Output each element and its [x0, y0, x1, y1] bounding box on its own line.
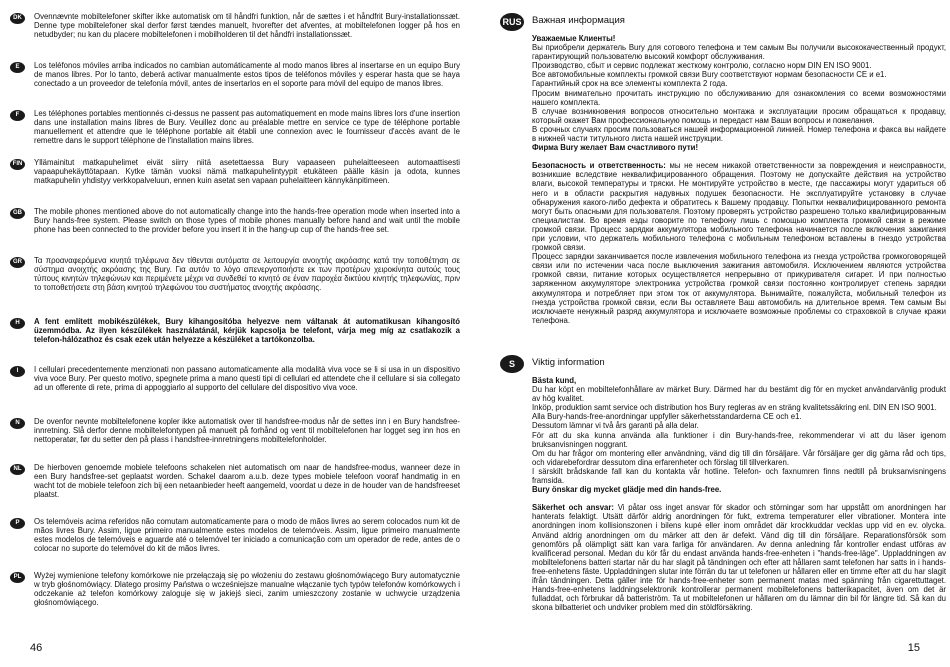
- language-badge: FIN: [10, 159, 25, 170]
- language-badge: E: [10, 62, 25, 73]
- language-badge: I: [10, 366, 25, 377]
- paragraph: Alla Bury-hands-free-anordningar uppfyller säkerhetsstandarderna CE och e1.: [532, 412, 802, 422]
- paragraph: В случае возникновения вопросов относительно монтажа и эксплуатации просим обращаться к продавцу, который окажет Вам профессиональную помощь и передаст нам Ваши вопросы и пожелания.: [532, 106, 946, 125]
- paragraph: Просим внимательно прочитать инструкцию по обслуживанию для ознакомления со всеми возможностями нашего комплекта.: [532, 88, 946, 107]
- greeting: Bästa kund,: [532, 376, 577, 385]
- paragraph: Om du har frågor om montering eller användning, vänd dig till din försäljare. Vår försäljare ger dig gärna råd och tips, och vidarebefordrar dessutom dina erfarenheter och förslag till tillverkaren.: [532, 448, 946, 467]
- paragraph: Все автомобильные комплекты громкой связи Bury соответствуют нормам безопасности CE и e1.: [532, 70, 887, 80]
- paragraph: För att du ska kunna använda alla funktioner i din Bury-hands-free, rekommenderar vi att du läser igenom bruksanvisningen noggrant.: [532, 430, 946, 449]
- language-badge: P: [10, 518, 25, 529]
- entry-text: Los teléfonos móviles arriba indicados no cambian automáticamente al modo manos libres al insertarse en un equipo Bury de manos libres. Por lo tanto, deberá activar manualmente estos tipos de teléfonos móviles y esperar hasta que se haya conectado a un proveedor de telefonía móvil, antes de insertarlos en el soporte para móvil del equipo de manos libres.: [34, 61, 460, 89]
- closing: Bury önskar dig mycket glädje med din hands-free.: [532, 485, 722, 495]
- paragraph: Вы приобрели держатель Bury для сотового телефона и тем самым Вы получили высококачественный продукт, гарантирующий пользователю высокий комфорт обслуживания.: [532, 43, 946, 62]
- closing: Фирма Bury желает Вам счастливого пути!: [532, 143, 699, 153]
- section-title: Viktig information: [532, 357, 605, 368]
- entry-text: De hierboven genoemde mobiele telefoons schakelen niet automatisch om naar de handsfree-modus, wanneer deze in een Bury handsfree-set geplaatst worden. Schakel daarom a.u.b. deze types mobiele telefoon vooraf handmatig in en wacht tot de mobiele telefoon zich bij een netaanbieder heeft aangemeld, voordat u deze in de houder van de handsfreeset plaatst.: [34, 463, 460, 500]
- page-number-right: 15: [907, 642, 920, 654]
- language-badge: DK: [10, 13, 25, 24]
- entry-text: Τα προαναφερόμενα κινητά τηλέφωνα δεν τίθενται αυτόματα σε λειτουργία ανοιχτής ακρόασης κατά την τοποθέτηση σε σύστημα ανοιχτής ακρόασης της Bury. Για αυτόν το λόγο απενεργοποιήστε εκ των προτέρων χειροκίνητα αυτούς τους τύπους κινητών τηλεφώνων και περιμένετε μέχρι να συνδεθεί το κινητό σε έναν παροχέα δικτύου κινητής τηλεφωνίας, πριν το τοποθετήσετε στη βάση κινητού τηλεφώνου του συστήματος ανοιχτής ακρόασης.: [34, 256, 460, 293]
- entry-text: De ovenfor nevnte mobiltelefonene kopler ikke automatisk over til handsfree-modus når de settes inn i en Bury handsfree-innretning. Slå derfor denne mobiltelefontypen på manuelt på forhånd og vent til mobiltelefonen har logget seg inn hos en nettoperatør, før du setter den på plass i handsfree-innretningens mobiltelefonholder.: [34, 417, 460, 445]
- greeting: Уважаемые Клиенты!: [532, 34, 616, 43]
- paragraph: I särskilt brådskande fall kan du kontakta vår hotline. Telefon- och faxnumren finns nedtill på bruksanvisningens framsida.: [532, 466, 946, 486]
- section-body: [532, 376, 946, 612]
- entry-text: Wyżej wymienione telefony komórkowe nie przełączają się po włożeniu do zestawu głośnomówiącego Bury automatycznie w tryb głośnomówiący. Dlatego prosimy Państwa o wcześniejsze manualne włączanie tych typów telefonów komórkowych i odczekanie aż telefon komórkowy zaloguje się w jakiejś sieci, zanim umieszczony zostanie w uchwycie urządzenia głośnomówiącego.: [34, 571, 460, 608]
- paragraph: Inköp, produktion samt service och distribution hos Bury regleras av en sträng kvalitetssäkring enl. DIN EN ISO 9001.: [532, 403, 937, 413]
- entry-text: Os telemóveis acima referidos não comutam automaticamente para o modo de mãos livres ao serem colocados num kit de mãos livres Bury. Assim, ligue primeiro manualmente estes modelos de telemóveis. Assim, ligue primeiro manualmente estes modelos de telemóveis e aguarde até o telemóvel ter iniciado a comunicação com um operador de rede, antes de o colocar no suporte do telemóvel do kit de mãos livres.: [34, 517, 460, 554]
- language-badge: PL: [10, 572, 25, 583]
- entry-text: I cellulari precedentemente menzionati non passano automaticamente alla modalità viva voce se li si usa in un dispositivo viva voce Bury. Per questo motivo, spegnete prima a mano questi tipi di cellulari ed attendete che il cellulare si sia collegato ad un offerente di rete, prima di appoggiarlo al supporto del cellulare del dispositivo viva voce.: [34, 365, 460, 393]
- language-badge: N: [10, 418, 25, 429]
- paragraph: Производство, сбыт и сервис подлежат жесткому контролю, согласно норм DIN EN ISO 9001.: [532, 61, 872, 71]
- paragraph: Dessutom lämnar vi två års garanti på alla delar.: [532, 421, 699, 431]
- language-badge: RUS: [500, 13, 524, 31]
- safety-paragraph: [532, 161, 946, 252]
- language-badge: NL: [10, 464, 25, 475]
- language-badge: GB: [10, 208, 25, 219]
- safety-text: мы не несем никакой ответственности за повреждения и неисправности, возникшие вследствие неквалифицированного обращения. Поэтому не допускайте действия на устройство влаги, высокой температуры и тряски. Не монтируйте устройство в месте, где пассажиры могут удариться об него и в области раскрытия надувных подушек безопасности. Не эксплуатируйте установку в случае обнаружения какого-либо дефекта и обратитесь к Вашему продавцу. Попытки неквалифицированного ремонта могут быть опасными для пользователя. Поэтому проверять устройство разрешено только квалифицированным специалистам. Во время езды говорите по телефону лишь с помощью комплекта громкой связи в режиме громкой связи. Процесс зарядки аккумулятора мобильного телефона начинается после включения зажигания при условии, что держатель мобильного телефона с мобильным телефоном вставлены в гнездо устройства громкой связи.: [532, 161, 946, 253]
- safety-paragraph: [532, 503, 946, 612]
- language-badge: F: [10, 110, 25, 121]
- language-badge: GR: [10, 257, 25, 268]
- paragraph: Du har köpt en mobiltelefonhållare av märket Bury. Därmed har du bestämt dig för en mycket användarvänlig produkt av hög kvalitet.: [532, 385, 946, 404]
- language-badge: H: [10, 318, 25, 329]
- entry-text: A fent említett mobikészülékek, Bury kihangosítóba helyezve nem váltanak át automatikusan kihangosító üzemmódba. Az ilyen készülékek használatánál, kérjük kapcsolja be telefont, várja meg míg az csatlakozik a telefon-hálózathoz és csak ezek után helyezze a készüléket a tartókonzolba.: [34, 317, 460, 345]
- safety-label: Безопасность и ответственность:: [532, 161, 666, 171]
- safety-paragraph-2: Процесс зарядки заканчивается после извлечения мобильного телефона из гнезда устройства громкоговорящей связи или по истечении часа после выключения зажигания автомобиля. Исключением являются устройства громкой связи, питание которых осуществляется непрерывно от прикуривателя сигарет. И при полностью заряженном аккумуляторе электроника устройства громкой связи постоянно контролирует степень зарядки аккумулятора и потребляет при этом ток от аккумулятора. Вынимайте, пожалуйста, мобильный телефон из гнезда устройства громкой связи, если Вы оставляете Ваш автомобиль на длительное время. Тем самым Вы исключаете ненужный разряд аккумулятора и исключаете возможные проблемы со страховкой в случае кражи телефона.: [532, 252, 946, 325]
- safety-label: Säkerhet och ansvar:: [532, 503, 615, 513]
- section-title: Важная информация: [532, 15, 625, 26]
- paragraph: Гарантийный срок на все элементы комплекта 2 года.: [532, 79, 728, 89]
- language-badge: S: [500, 355, 524, 373]
- page-number-left: 46: [30, 642, 43, 654]
- entry-text: Yllämainitut matkapuhelimet eivät siirry niitä asetettaessa Bury vapaaseen puhelaitteeseen automaattisesti vapaapuhekäyttötapaan. Kytke tämän vuoksi nämä matkapuhelintyypit etukäteen päälle käsin ja odota, kunnes matkapuhelin yhdistyy verkkopalveluun, ennen kuin asetat sen vapaan puhelaitteen kännykänpitimeen.: [34, 158, 460, 186]
- paragraph: В срочных случаях просим пользоваться нашей информационной линией. Номер телефона и факса вы найдете в нижней части титульного листа нашей инструкции.: [532, 124, 946, 144]
- entry-text: Les téléphones portables mentionnés ci-dessus ne passent pas automatiquement en mode mains libres lors d'une insertion dans une installation mains libres de Bury. Veuillez donc au préalable mettre en service ce type de téléphone portable manuellement et attendre que le téléphone portable ait établi une connexion avec le fournisseur d'accès avant de le remettre dans le support téléphone de l'installation mains libres.: [34, 109, 460, 146]
- entry-text: Ovennævnte mobiltelefoner skifter ikke automatisk om til håndfri funktion, når de sættes i et håndfrit Bury-installationssæt. Denne type mobiltelefoner skal derfor først tændes manuelt, hvorefter det afventes, at mobiltelefonen logger på hos en netudbyder; nu kan du placere mobiltelefonen i mobilholderen til det håndfri installationssæt.: [34, 12, 460, 40]
- safety-text: Vi påtar oss inget ansvar för skador och störningar som har uppstått om anordningen har hanterats felaktigt. Utsätt därför aldrig anordningen för fukt, extrema temperaturer eller vibrationer. Montera inte anordningen inom kollisionszonen i bilens kupé eller inom området där krockkuddar vecklas upp vid en ev. olycka. Använd aldrig anordningen om du märker att den är defekt. Vänd dig till din försäljare. Reparationsförsök som genomförs på olämpligt sätt kan vara farliga för användaren. Av denna anledning får kontroller endast utföras av kvalificerad personal. Medan du kör får du endast använda hands-free-enheten i "hands-free-läge". Uppladdningen av mobiltelefonens batteri startar när du har slagit på tändningen och efter att hållaren samt telefonen har satts in i hands-free-enhetens fäste. Uppladdningen slutar inte förrän du tar ut telefonen ur hållaren eller en timme efter att du har slagit ifrån tändningen. Detta gäller inte för hands-free-enheter som permanent matas med spänning från cigarettuttaget. Hands-free-enhetens laddningselektronik kontrollerar permanent mobiltelefonens batterikapacitet, även om det är fulladdat, och förbrukar då batteriström. Ta ut mobiltelefonen ur hållaren om du lämnar din bil för längre tid. Så kan du skona bilbatteriet och undviker problem med din stöldförsäkring.: [532, 503, 946, 613]
- entry-text: The mobile phones mentioned above do not automatically change into the hands-free operation mode when inserted into a Bury hands-free system. Please switch on those types of mobile phones manually before hand and wait until the mobile phone has been connected to the provider before you insert it in the hang-up cup of the hands-free set.: [34, 207, 460, 235]
- section-body: [532, 34, 946, 325]
